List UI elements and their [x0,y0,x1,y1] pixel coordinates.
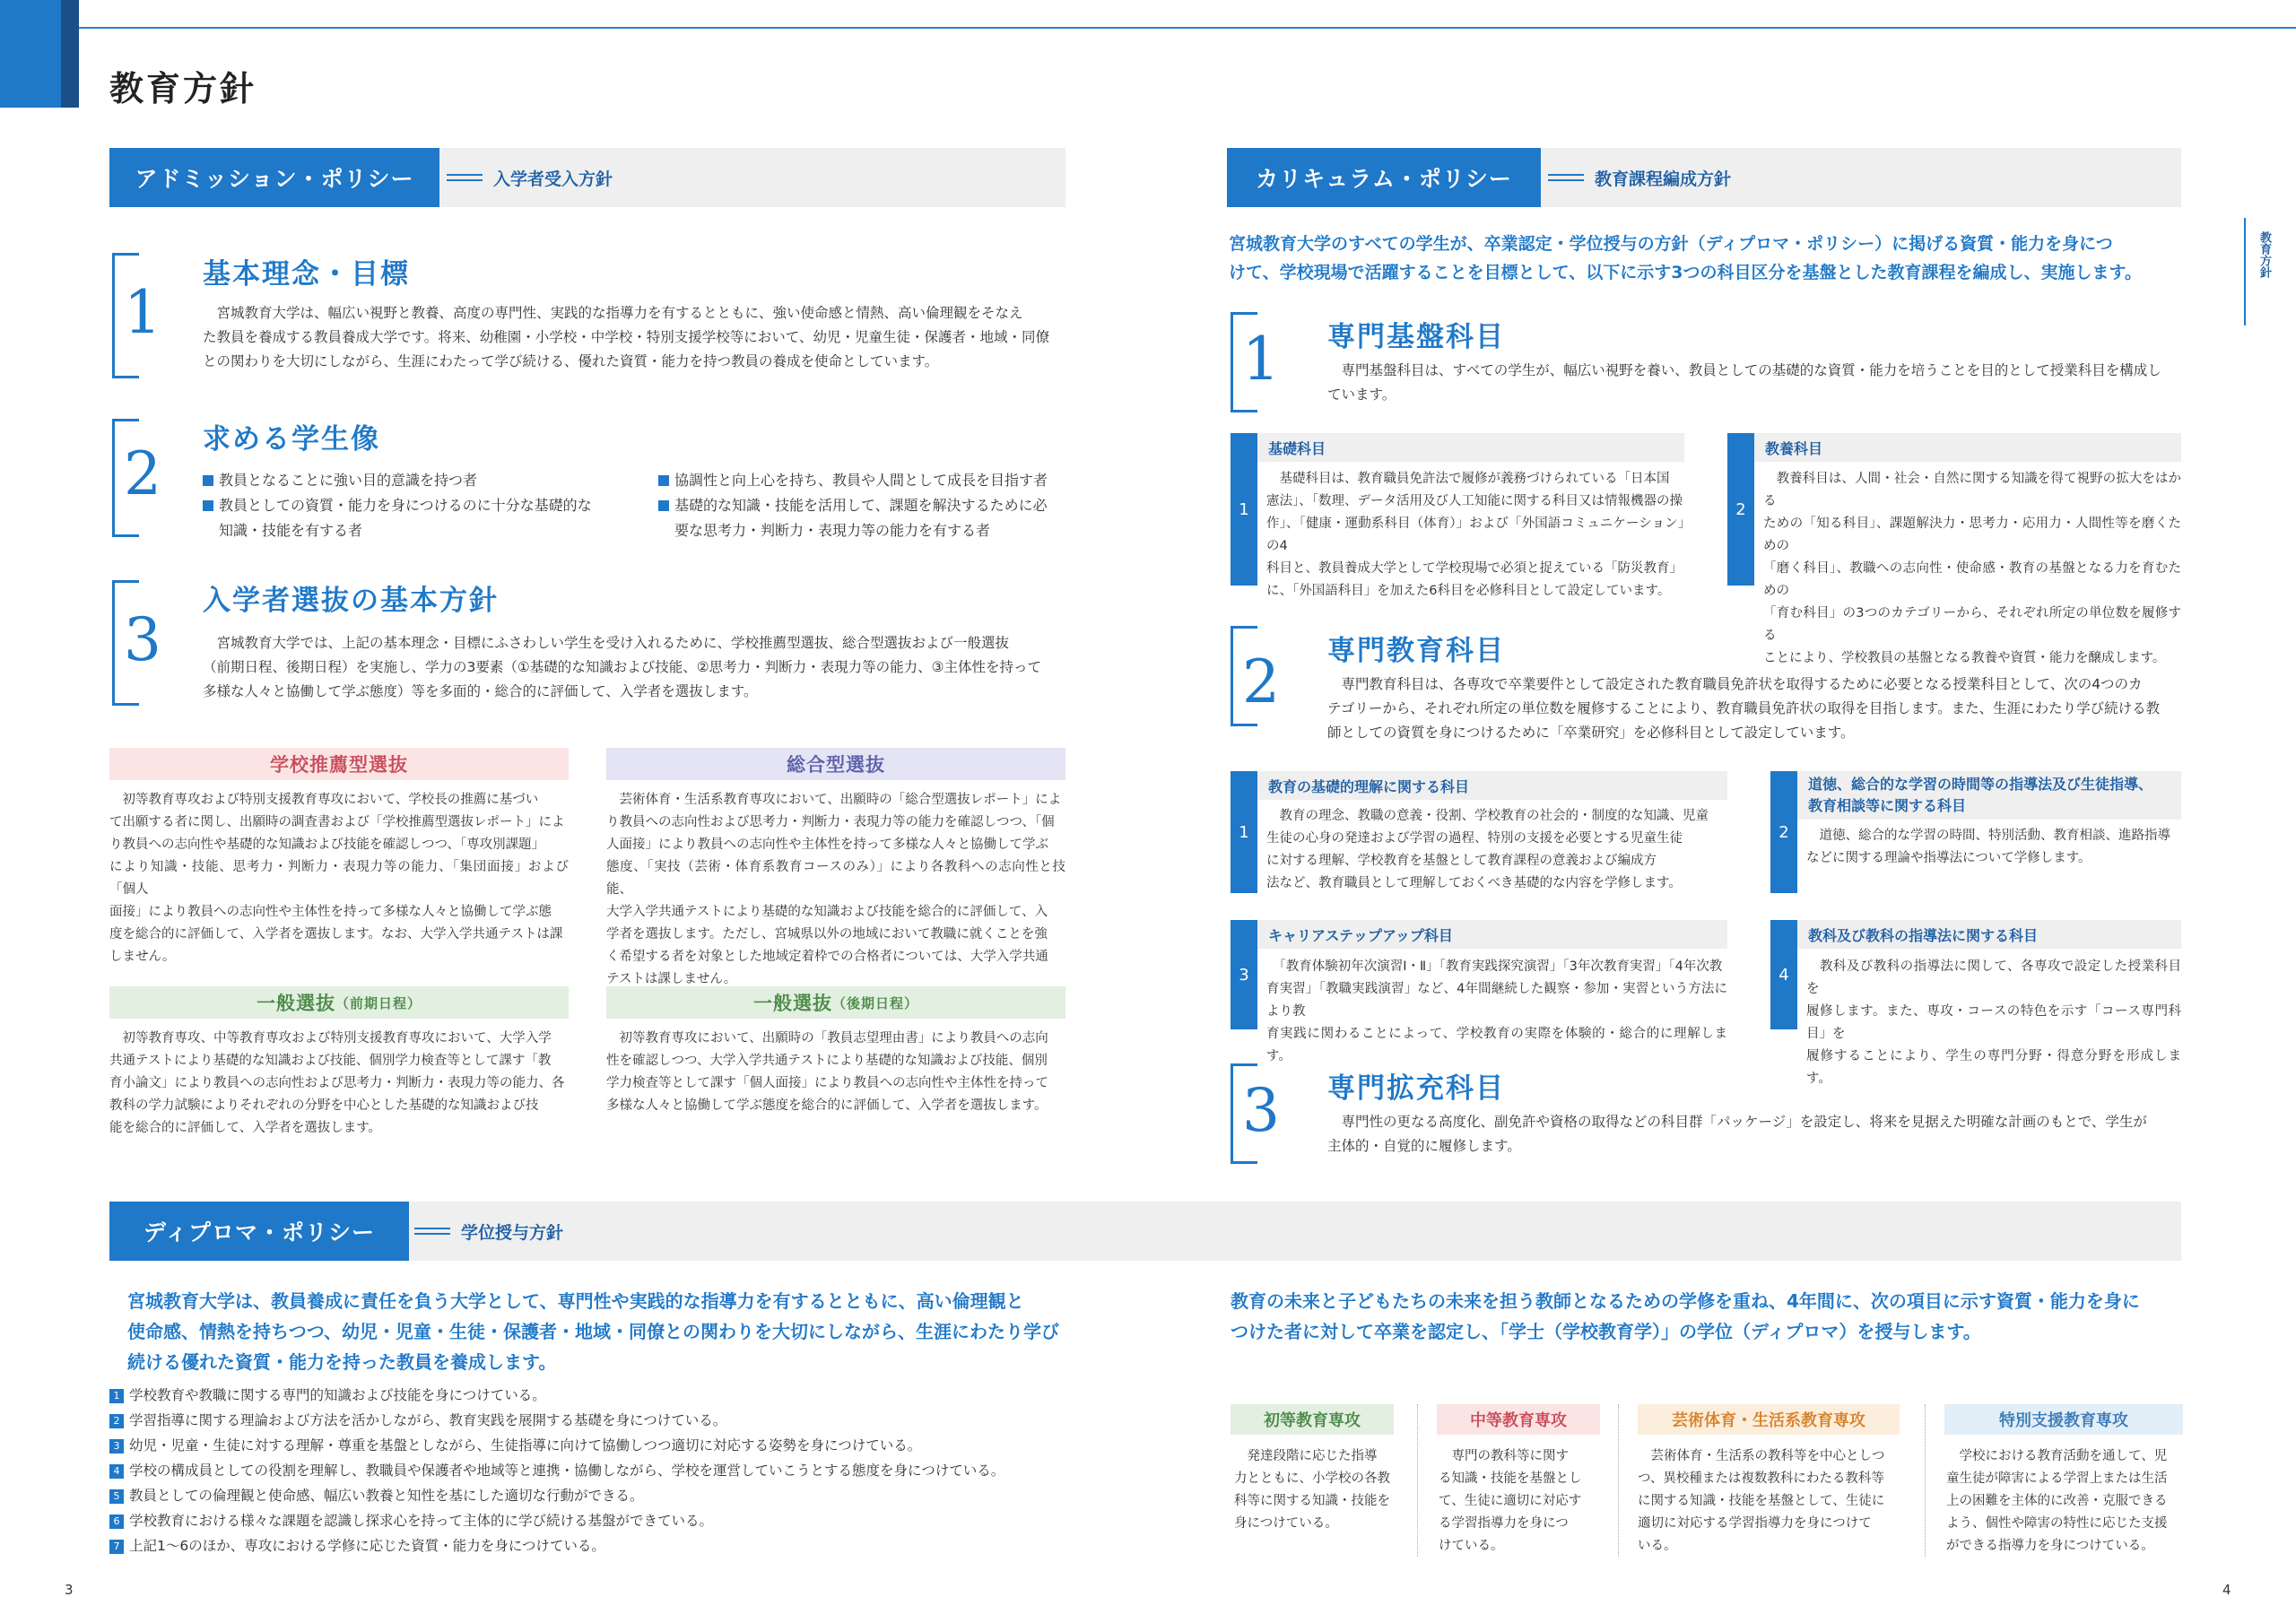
list-item: 協調性と向上心を持ち、教員や人間として成長を目指す者 [658,468,1071,493]
section-title: 専門教育科目 [1327,635,1505,667]
bullet-square-icon [203,500,213,511]
student-image-left [203,468,651,543]
curriculum-policy-label: カリキュラム・ポリシー [1227,148,1541,207]
subbox-number: 4 [1770,920,1797,1029]
suisen-heading: 学校推薦型選抜 [109,748,569,780]
double-line-icon [1548,174,1584,181]
section-number: 3 [1242,1076,1280,1145]
section-body: 専門教育科目は、各専攻で卒業要件として設定された教育職員免許状を取得するために必要となる授業科目として、次の4つのカ テゴリーから、それぞれ所定の単位数を履修することにより、教育職員免許状の取得を目指します。また、生涯にわたり学び続ける教 師としての資質を身につけるために「卒業研究」を必修科目として設定しています。 [1327,676,2161,741]
list-item: 7 上記1〜6のほか、専攻における学修に応じた資質・能力を身につけている。 [109,1533,1096,1558]
section-number: 1 [1242,325,1280,394]
section-body [203,631,1069,704]
list-item: 4 学校の構成員としての役割を理解し、教職員や保護者や地域等と連携・協働しながら、学校を運営していこうとする態度を身につけている。 [109,1458,1096,1483]
student-image-right [658,468,1071,543]
diploma-list [109,1383,1096,1558]
text-line: との関わりを大切にしながら、生涯にわたって学び続ける、優れた資質・能力を持つ教員の養成を使命としています。 [203,353,939,369]
text-line: 宮城教育大学は、幅広い視野と教養、高度の専門性、実践的な指導力を有するとともに、強い使命感と情熱、高い倫理観をそなえ [203,305,1023,321]
section-body: 専門性の更なる高度化、副免許や資格の取得などの科目群「パッケージ」を設定し、将来を見据えた明確な計画のもとで、学生が 主体的・自覚的に履修します。 [1327,1114,2147,1154]
sogo-heading: 総合型選抜 [606,748,1065,780]
list-item: 基礎的な知識・技能を活用して、課題を解決するために必 [658,493,1071,518]
course-heading-chuto: 中等教育専攻 [1437,1404,1600,1435]
section-title: 求める学生像 [203,423,380,456]
bullet-square-icon [658,475,669,486]
section-number: 3 [124,605,161,674]
ippan-zenki-heading: 一般選抜 （前期日程） [109,986,569,1019]
suisen-body: 初等教育専攻および特別支援教育専攻において、学校長の推薦に基づい て出願する者に関し、出願時の調査書および「学校推薦型選抜レポート」によ り教員への志向性や基礎的な知識および技能を確認しつつ、「専攻別課題」 により知識・技能、思考力・判断力・表現力等の能力、「集団面接」および「個人 面接」により教員への志向性や主体性を持って多様な人々と協働して学ぶ態 度を総合的に評価して、入学者を選抜します。なお、大学入学共通テストは課 しません。 [109,793,569,964]
double-line-icon [414,1228,450,1235]
subbox-body: 教養科目は、人間・社会・自然に関する知識を得て視野の拡大をはかる ための「知る科目」、課題解決力・思考力・応用力・人間性等を磨くための 「磨く科目」、教職への志向性・使命感・教育の基盤となる力を育むための 「育む科目」の3つのカテゴリーから、それぞれ所定の単位数を履修する ことにより、学校教員の基盤となる教養や資質・能力を醸成します。 [1763,472,2181,665]
section-title: 基本理念・目標 [203,258,410,291]
course-heading-shoto: 初等教育専攻 [1231,1404,1394,1435]
list-item-cont: 要な思考力・判断力・表現力等の能力を有する者 [674,522,991,539]
header-accent-bar-dark [61,0,79,108]
bullet-square-icon [203,475,213,486]
course-divider [1417,1404,1418,1557]
sogo-body: 芸術体育・生活系教育専攻において、出願時の「総合型選抜レポート」によ り教員への志向性および思考力・判断力・表現力等の能力を確認しつつ、「個 人面接」により教員への志向性や主体性を持って多様な人々と協働して学ぶ 態度、「実技（芸術・体育系教育コースのみ）」により各教科への志向性と技能、 大学入学共通テストにより基礎的な知識および技能を総合的に評価して、入 学者を選抜します。ただし、宮城県以外の地域において教職に就くことを強 く希望する者を対象とした地域定着枠での合格者については、大学入学共通 テストは課しません。 [606,793,1065,986]
list-item: 3 幼児・児童・生徒に対する理解・尊重を基盤としながら、生徒指導に向けて協働しつつ適切に対応する姿勢を身につけている。 [109,1433,1096,1458]
subbox-title: 基礎科目 [1257,433,1684,462]
subbox-body: 教育の理念、教職の意義・役割、学校教育の社会的・制度的な知識、児童 生徒の心身の発達および学習の過程、特別の支援を必要とする児童生徒 に対する理解、学校教育を基盤として教育課程の意義および編成方 法など、教育職員として理解しておくべき基礎的な内容を学修します。 [1266,809,1709,890]
curriculum-intro: 宮城教育大学のすべての学生が、卒業認定・学位授与の方針（ディプロマ・ポリシー）に掲げる資質・能力を身につ けて、学校現場で活躍することを目標として、以下に示す3つの科目区分を基盤とした教育課程を編成し、実施します。 [1229,234,2142,282]
diploma-right-intro: 教育の未来と子どもたちの未来を担う教師となるための学修を重ね、4年間に、次の項目に示す資質・能力を身に つけた者に対して卒業を認定し、「学士（学校教育学）」の学位（ディプロマ）を授与します。 [1231,1290,2140,1342]
list-item: 6 学校教育における様々な課題を認識し探求心を持って主体的に学び続ける基盤ができている。 [109,1508,1096,1533]
page-number-right: 4 [2222,1582,2231,1598]
subbox-number: 2 [1770,771,1797,893]
curriculum-policy-sub: 教育課程編成方針 [1548,148,1731,207]
page-title: 教育方針 [109,69,257,108]
text-line: 多様な人々と協働して学ぶ態度）等を多面的・総合的に評価して、入学者を選抜します。 [203,683,758,699]
admission-sub-text: 入学者受入方針 [493,169,613,189]
list-item: 1 学校教育や教職に関する専門的知識および技能を身につけている。 [109,1383,1096,1408]
ippan-koki-heading: 一般選抜 （後期日程） [606,986,1065,1019]
admission-policy-label: アドミッション・ポリシー [109,148,439,207]
list-item: 教員としての資質・能力を身につけるのに十分な基礎的な [203,493,651,518]
section-body: 専門基盤科目は、すべての学生が、幅広い視野を養い、教員としての基礎的な資質・能力を培うことを目的として授業科目を構成し ています。 [1327,362,2161,403]
subbox-title: キャリアステップアップ科目 [1257,920,1727,949]
course-divider [1618,1404,1619,1557]
subbox-body: 基礎科目は、教育職員免許法で履修が義務づけられている「日本国 憲法」、「数理、データ活用及び人工知能に関する科目又は情報機器の操 作」、「健康・運動系科目（体育）」および「外国語コミュニケーション」の4 科目と、教員養成大学として学校現場で必須と捉えている「防災教育」 に、「外国語科目」を加えた6科目を必修科目として設定しています。 [1266,472,1684,598]
diploma-intro: 宮城教育大学は、教員養成に責任を負う大学として、専門性や実践的な指導力を有するとともに、高い倫理観と 使命感、情熱を持ちつつ、幼児・児童・生徒・保護者・地域・同僚との関わりを大切にしながら、生涯にわたり学び 続ける優れた資質・能力を持った教員を養成します。 [127,1290,1059,1373]
subbox-title: 教科及び教科の指導法に関する科目 [1797,920,2181,949]
subbox-title: 教育の基礎的理解に関する科目 [1257,771,1727,800]
text-line: （前期日程、後期日程）を実施し、学力の3要素（①基礎的な知識および技能、②思考力・判断力・表現力等の能力、③主体性を持って [203,659,1042,675]
list-item-cont: 知識・技能を有する者 [219,522,363,539]
course-body-geijutsu: 芸術体育・生活系の教科等を中心としつ つ、異校種または複数教科にわたる教科等 に関する知識・技能を基盤として、生徒に 適切に対応する学習指導力を身につけて いる。 [1638,1449,1885,1553]
section-body [203,301,1069,374]
subbox-number: 1 [1231,771,1257,893]
course-heading-tokubetsu: 特別支援教育専攻 [1944,1404,2183,1435]
section-title: 専門拡充科目 [1327,1072,1505,1105]
list-item: 2 学習指導に関する理論および方法を活かしながら、教育実践を展開する基礎を身につけている。 [109,1408,1096,1433]
double-line-icon [447,174,483,181]
section-title: 入学者選抜の基本方針 [203,585,499,617]
page-number-left: 3 [65,1582,74,1598]
header-rule [79,27,2296,29]
list-item: 教員となることに強い目的意識を持つ者 [203,468,651,493]
subbox-body: 道徳、総合的な学習の時間、特別活動、教育相談、進路指導 などに関する理論や指導法について学修します。 [1806,829,2170,865]
subbox-number: 3 [1231,920,1257,1029]
admission-policy-sub [447,148,613,207]
subbox-body: 教科及び教科の指導法に関して、各専攻で設定した授業科目を 履修します。また、専攻・コースの特色を示す「コース専門科目」を 履修することにより、学生の専門分野・得意分野を形成します。 [1806,959,2181,1086]
course-body-shoto: 発達段階に応じた指導 力とともに、小学校の各教 科等に関する知識・技能を 身につけている。 [1234,1449,1390,1531]
section-title: 専門基盤科目 [1327,321,1505,353]
course-body-tokubetsu: 学校における教育活動を通して、児 童生徒が障害による学習上または生活 上の困難を主体的に改善・克服できる よう、個性や障害の特性に応じた支援 ができる指導力を身につけている。 [1946,1449,2168,1553]
course-heading-geijutsu: 芸術体育・生活系教育専攻 [1638,1404,1900,1435]
subbox-number: 2 [1727,433,1754,586]
ippan-koki-body: 初等教育専攻において、出願時の「教員志望理由書」により教員への志向 性を確認しつつ、大学入学共通テストにより基礎的な知識および技能、個別 学力検査等として課す「個人面接」により教員への志向性や主体性を持って 多様な人々と協働して学ぶ態度を総合的に評価して、入学者を選抜します。 [606,1031,1048,1113]
ippan-zenki-body: 初等教育専攻、中等教育専攻および特別支援教育専攻において、大学入学 共通テストにより基礎的な知識および技能、個別学力検査等として課す「教 育小論文」により教員への志向性および思考力・判断力・表現力等の能力、各 教科の学力試験によりそれぞれの分野を中心とした基礎的な知識および技 能を総合的に評価して、入学者を選抜します。 [109,1031,565,1135]
section-number: 2 [1242,647,1280,716]
section-number: 2 [124,439,161,508]
diploma-policy-label: ディプロマ・ポリシー [109,1202,409,1261]
subbox-title: 教養科目 [1754,433,2181,462]
list-item: 5 教員としての倫理観と使命感、幅広い教養と知性を基にした適切な行動ができる。 [109,1483,1096,1508]
bullet-square-icon [658,500,669,511]
text-line: た教員を養成する教員養成大学です。将来、幼稚園・小学校・中学校・特別支援学校等において、幼児・児童生徒・保護者・地域・同僚 [203,329,1049,345]
course-divider [1925,1404,1926,1557]
course-body-chuto: 専門の教科等に関す る知識・技能を基盤とし て、生徒に適切に対応す る学習指導力を身につ けている。 [1439,1449,1582,1553]
subbox-title: 道徳、総合的な学習の時間等の指導法及び生徒指導、 教育相談等に関する科目 [1797,771,2181,820]
subbox-body: 「教育体験初年次演習Ⅰ・Ⅱ」「教育実践探究演習」「3年次教育実習」「4年次教 育実習」「教職実践演習」など、4年間継続した観察・参加・実習という方法により教 育実践に関わることによって、学校教育の実際を体験的・総合的に理解します。 [1266,959,1727,1063]
side-tab-label: 教育方針 [2257,231,2271,278]
text-line: 宮城教育大学では、上記の基本理念・目標にふさわしい学生を受け入れるために、学校推薦型選抜、総合型選抜および一般選抜 [203,635,1010,651]
section-number: 1 [124,278,161,347]
subbox-number: 1 [1231,433,1257,586]
diploma-policy-sub: 学位授与方針 [414,1202,563,1261]
